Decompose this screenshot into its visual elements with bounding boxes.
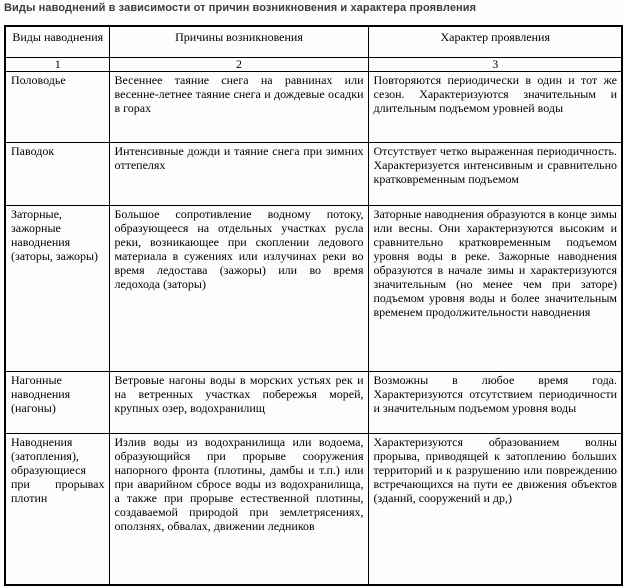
flood-type-cell: Половодье <box>5 71 109 142</box>
character-cell: Характеризуются образованием волны прорыва, приводящей к затоплению больших территорий и к разрушению или повреждению встречающихся на пути ее движения объектов (зданий, сооружений и др,) <box>368 433 622 585</box>
column-number-2: 2 <box>109 57 368 71</box>
header-causes: Причины возникновения <box>109 26 368 57</box>
column-number-3: 3 <box>368 57 622 71</box>
flood-type-cell: Паводок <box>5 142 109 205</box>
flood-type-cell: Нагонные наводнения (нагоны) <box>5 371 109 433</box>
column-number-1: 1 <box>5 57 109 71</box>
column-number-row <box>5 57 622 71</box>
table-row <box>5 71 622 142</box>
flood-type-cell: Заторные, зажорные наводнения (заторы, зажоры) <box>5 205 109 371</box>
flood-type-cell: Наводнения (затопления), образующиеся при прорывах плотин <box>5 433 109 585</box>
header-character: Характер проявления <box>368 26 622 57</box>
character-cell: Отсутствует четко выраженная периодичность. Характеризуется интенсивным и сравнительно кратковременным подъемом <box>368 142 622 205</box>
table-row <box>5 205 622 371</box>
page-title: Виды наводнений в зависимости от причин возникновения и характера проявления <box>4 2 477 14</box>
cause-cell: Интенсивные дожди и таяние снега при зимних оттепелях <box>109 142 368 205</box>
table-header-row <box>5 26 622 57</box>
table-row <box>5 433 622 585</box>
cause-cell: Излив воды из водохранилища или водоема, образующийся при прорыве сооружения напорного фронта (плотины, дамбы и т.п.) или при аварийном сбросе воды из водохранилища, а также при прорыве естественной плотины, создаваемой природой при землетрясениях, оползнях, обвалах, движении ледников <box>109 433 368 585</box>
floods-table <box>4 25 623 586</box>
table-row <box>5 142 622 205</box>
header-flood-types: Виды наводнения <box>5 26 109 57</box>
character-cell: Повторяются периодически в один и тот же сезон. Характеризуются значительным и длительным подъемом уровней воды <box>368 71 622 142</box>
character-cell: Возможны в любое время года. Характеризуются отсутствием периодичности и значительным подъемом уровня воды <box>368 371 622 433</box>
cause-cell: Большое сопротивление водному потоку, образующееся на отдельных участках русла реки, возникающее при скоплении ледового материала в сужениях или излучинах реки во время ледостава (зажоры) или во время ледохода (заторы) <box>109 205 368 371</box>
table-row <box>5 371 622 433</box>
cause-cell: Ветровые нагоны воды в морских устьях рек и на ветренных участках побережья морей, крупных озер, водохранилищ <box>109 371 368 433</box>
cause-cell: Весеннее таяние снега на равнинах или весенне-летнее таяние снега и дождевые осадки в горах <box>109 71 368 142</box>
character-cell: Заторные наводнения образуются в конце зимы или весны. Они характеризуются высоким и сравнительно кратковременным подъемом уровня воды в реке. Зажорные наводнения образуются в начале зимы и характеризуются значительным (но менее чем при заторе) подъемом уровня воды и более значительным временем продолжительности наводнения <box>368 205 622 371</box>
